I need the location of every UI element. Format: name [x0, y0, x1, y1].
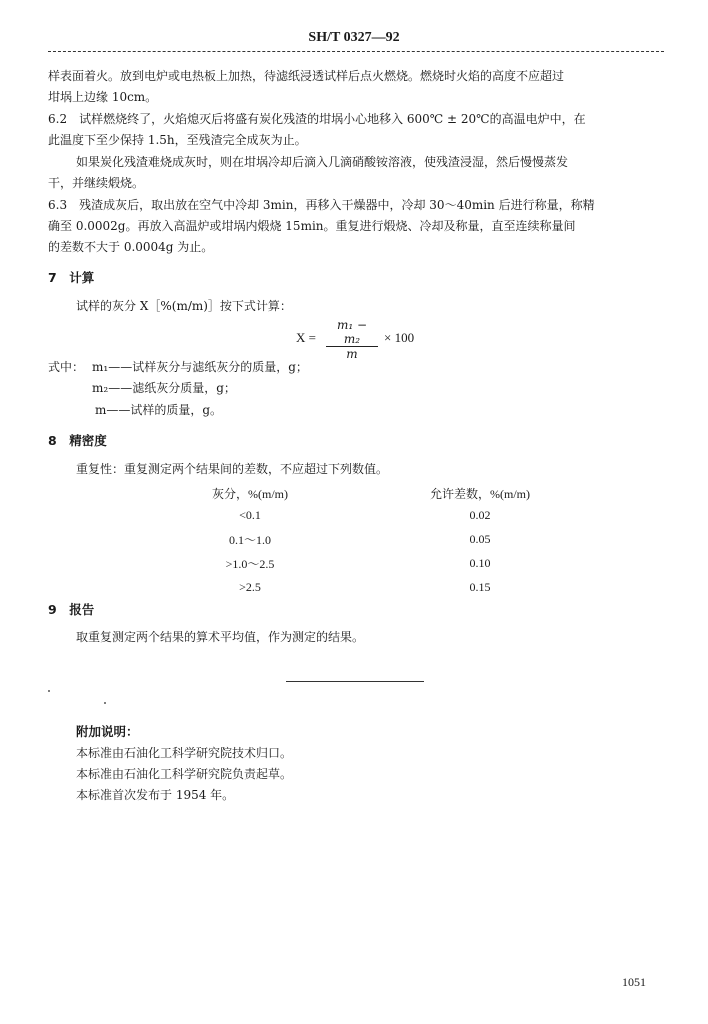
section-title: 8 精密度 [48, 433, 107, 448]
formula-rhs: × 100 [384, 330, 415, 345]
paragraph-line: 6.2 试样燃烧终了，火焰熄灭后将盛有炭化残渣的坩埚小心地移入 600℃ ± 20℃的高温电炉中，在 [48, 112, 586, 126]
column-header: 灰分，%(m/m) [212, 487, 288, 501]
column-header: 允许差数，%(m/m) [430, 487, 530, 501]
table-row [190, 503, 540, 527]
paragraph-line: 6.3 残渣成灰后，取出放在空气中冷却 3min，再移入干燥器中，冷却 30～40min 后进行称量，称精 [48, 198, 595, 212]
formula-fraction [326, 318, 378, 361]
calculation-intro: 试样的灰分 X［%(m/m)］按下式计算： [76, 299, 292, 313]
variable-definition: m₁——试样灰分与滤纸灰分的质量，g； [92, 360, 308, 374]
page-number: 1051 [622, 975, 646, 989]
additional-note: 本标准由石油化工科学研究院负责起草。 [76, 767, 293, 781]
formula-lhs: X = [296, 330, 316, 345]
paragraph-line: 的差数不大于 0.0004g 为止。 [48, 240, 214, 254]
scan-speck [104, 702, 106, 704]
scan-speck [48, 690, 50, 692]
additional-note: 本标准由石油化工科学研究院技术归口。 [76, 746, 293, 760]
table-cell: >1.0～2.5 [225, 556, 275, 571]
table-cell: 0.1～1.0 [228, 532, 271, 547]
section-title: 7 计算 [48, 270, 95, 285]
paragraph-line: 确至 0.0002g。再放入高温炉或坩埚内煅烧 15min。重复进行煅烧、冷却及称量，直至连续称量间 [48, 219, 576, 233]
table-cell: 0.15 [469, 579, 491, 594]
standard-code: SH/T 0327—92 [308, 30, 400, 45]
table-cell: <0.1 [239, 507, 261, 522]
additional-notes-title: 附加说明： [76, 724, 139, 739]
formula-denominator: m [346, 347, 358, 361]
table-cell: 0.10 [469, 555, 491, 570]
table-row [190, 527, 540, 551]
variable-definition: m₂——滤纸灰分质量，g； [92, 381, 236, 395]
table-row [190, 551, 540, 575]
header-rule [48, 51, 664, 52]
end-rule [286, 681, 424, 682]
section-title: 9 报告 [48, 602, 95, 617]
table-cell: >2.5 [239, 579, 261, 594]
precision-intro: 重复性：重复测定两个结果间的差数，不应超过下列数值。 [76, 462, 389, 476]
precision-table [190, 484, 540, 599]
variable-definition: m——试样的质量，g。 [95, 403, 223, 417]
table-row [190, 575, 540, 599]
where-label: 式中： [48, 360, 85, 374]
paragraph-line: 坩埚上边缘 10cm。 [48, 90, 158, 104]
paragraph-line: 如果炭化残渣难烧成灰时，则在坩埚冷却后滴入几滴硝酸铵溶液，使残渣浸湿，然后慢慢蒸发 [76, 155, 569, 169]
additional-note: 本标准首次发布于 1954 年。 [76, 788, 235, 802]
table-cell: 0.05 [469, 531, 491, 546]
paragraph-line: 干，并继续煅烧。 [48, 176, 145, 190]
formula-numerator: m₁ − m₂ [326, 318, 378, 347]
paragraph-line: 样表面着火。放到电炉或电热板上加热，待滤纸浸透试样后点火燃烧。燃烧时火焰的高度不应超过 [48, 69, 565, 83]
table-cell: 0.02 [469, 507, 491, 522]
report-text: 取重复测定两个结果的算术平均值，作为测定的结果。 [76, 630, 365, 644]
table-header-row [190, 484, 540, 503]
paragraph-line: 此温度下至少保持 1.5h，至残渣完全成灰为止。 [48, 133, 307, 147]
